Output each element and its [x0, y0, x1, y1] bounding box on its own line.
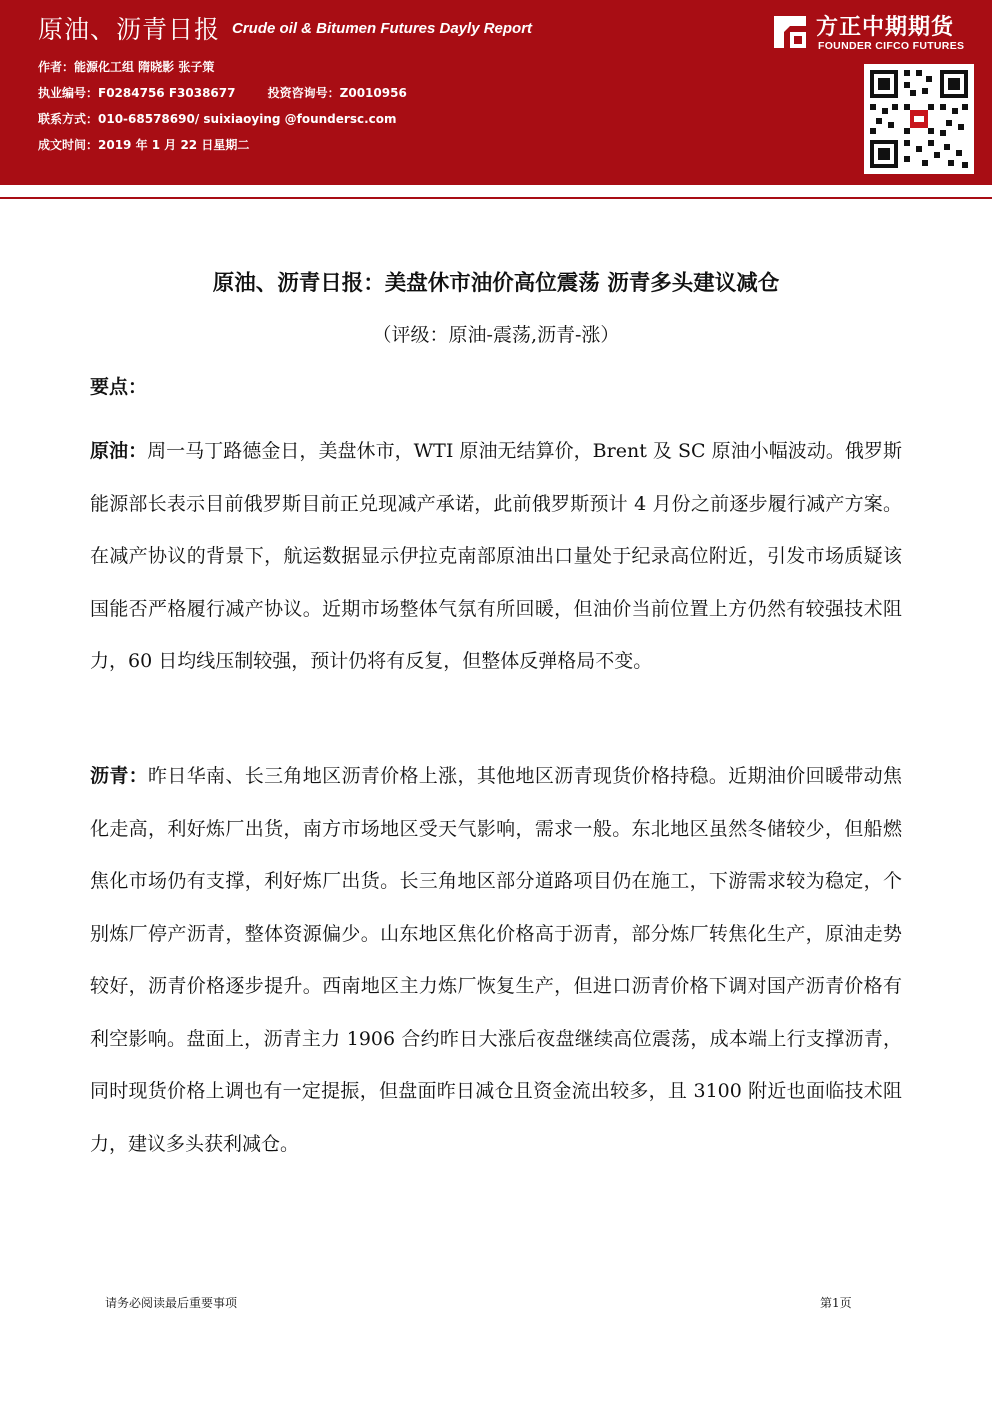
- qr-code-graphic: [864, 64, 974, 174]
- crude-oil-text: 周一马丁路德金日，美盘休市，WTI 原油无结算价，Brent 及 SC 原油小幅波动。俄罗斯能源部长表示目前俄罗斯目前正兑现减产承诺，此前俄罗斯预计 4 月份之前逐步履行减产方案。在减产协议的背景下，航运数据显示伊拉克南部原油出口量处于纪录高位附近，引发市场质疑该国能否严格履行减产协议。近期市场整体气氛有所回暖，但油价当前位置上方仍然有较强技术阻力，60 日均线压制较强，预计仍将有反复，但整体反弹格局不变。: [90, 440, 902, 672]
- logo-text-cn: 方正中期期货: [816, 15, 955, 40]
- bitumen-text: 昨日华南、长三角地区沥青价格上涨，其他地区沥青现货价格持稳。近期油价回暖带动焦化走高，利好炼厂出货，南方市场地区受天气影响，需求一般。东北地区虽然冬储较少，但船燃焦化市场仍有支撑，利好炼厂出货。长三角地区部分道路项目仍在施工，下游需求较为稳定，个别炼厂停产沥青，整体资源偏少。山东地区焦化价格高于沥青，部分炼厂转焦化生产，原油走势较好，沥青价格逐步提升。西南地区主力炼厂恢复生产，但进口沥青价格下调对国产沥青价格有利空影响。盘面上，沥青主力 1906 合约昨日大涨后夜盘继续高位震荡，成本端上行支撑沥青，同时现货价格上调也有一定提振，但盘面昨日减仓且资金流出较多，且 3100 附近也面临技术阻力，建议多头获利减仓。: [90, 765, 902, 1155]
- report-title-cn: 原油、沥青日报: [38, 15, 221, 44]
- license-numbers: 执业编号：F0284756 F3038677: [38, 86, 236, 100]
- bitumen-label: 沥青：: [90, 765, 149, 787]
- logo-text-en: FOUNDER CIFCO FUTURES: [818, 40, 965, 52]
- license-line: [38, 84, 407, 101]
- qr-code-icon: [864, 64, 974, 174]
- header-divider: [0, 185, 992, 199]
- rating: （评级：原油-震荡,沥青-涨）: [372, 324, 620, 346]
- author-line: 作者：能源化工组 隋晓影 张子策: [38, 60, 215, 74]
- bitumen-paragraph: [90, 750, 902, 1170]
- footer-notice: 请务必阅读最后重要事项: [105, 1296, 238, 1310]
- date-line: 成文时间：2019 年 1 月 22 日星期二: [38, 138, 250, 152]
- keypoints-heading: 要点：: [90, 376, 148, 398]
- page-number: 第1页: [820, 1296, 852, 1310]
- document-title: 原油、沥青日报：美盘休市油价高位震荡 沥青多头建议减仓: [212, 271, 780, 296]
- crude-oil-paragraph: [90, 425, 902, 688]
- report-header: [0, 0, 992, 185]
- contact-line: 联系方式：010-68578690/ suixiaoying @foundersc.com: [38, 112, 397, 126]
- crude-oil-label: 原油：: [90, 440, 148, 462]
- logo-mark-icon: [770, 12, 810, 52]
- consult-number: 投资咨询号：Z0010956: [267, 86, 407, 100]
- report-title-en: Crude oil & Bitumen Futures Dayly Report: [232, 20, 533, 37]
- company-logo: [770, 10, 980, 58]
